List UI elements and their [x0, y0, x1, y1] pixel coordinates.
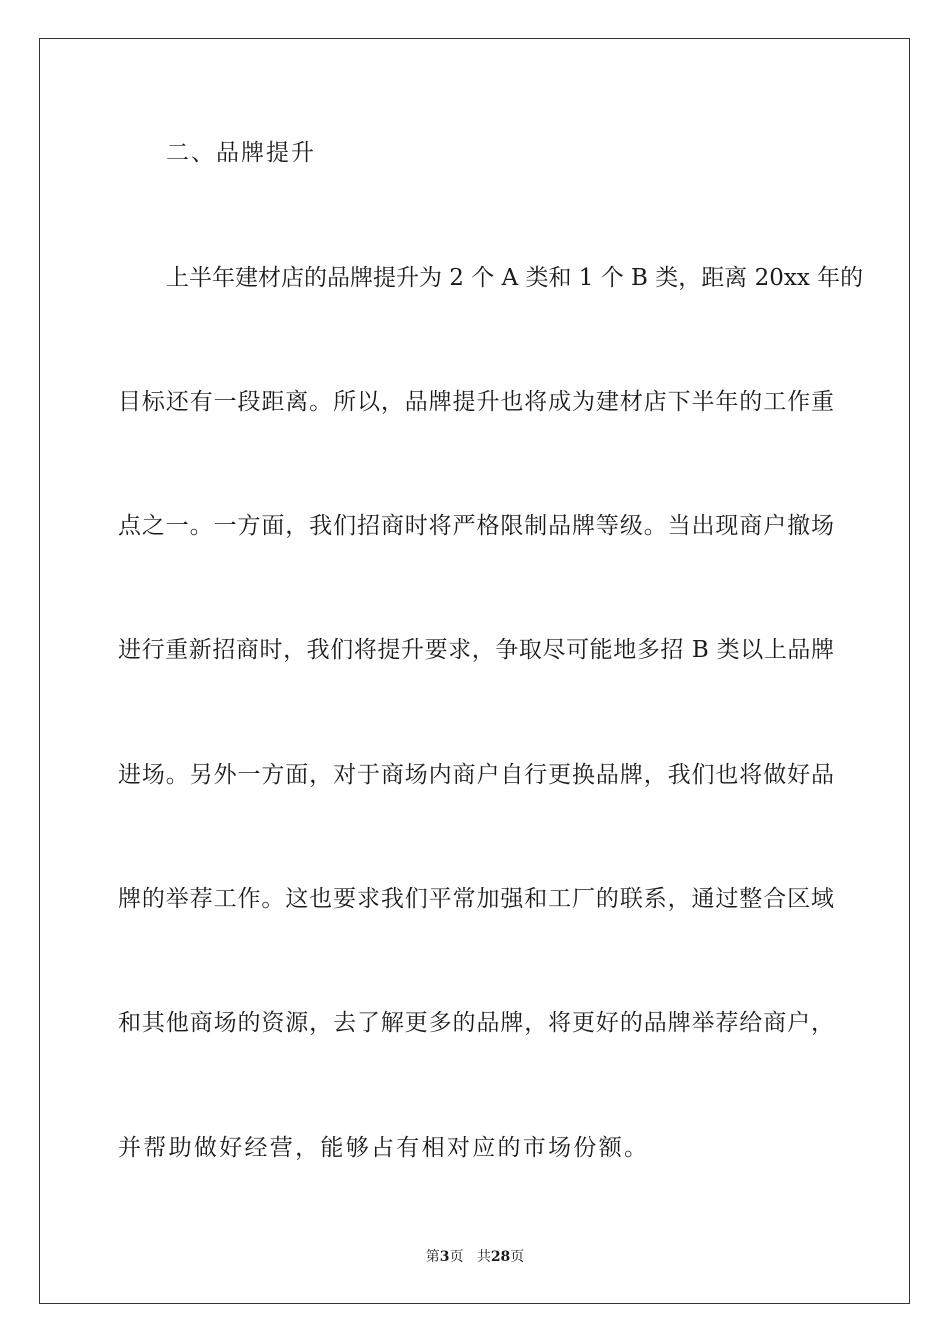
footer-total-suffix: 页 — [510, 1249, 525, 1265]
footer-page-suffix: 页 — [449, 1249, 464, 1265]
paragraph-line: 进场。另外一方面，对于商场内商户自行更换品牌，我们也将做好品 — [118, 762, 834, 788]
paragraph-line: 上半年建材店的品牌提升为 2 个 A 类和 1 个 B 类，距离 20xx 年的 — [166, 265, 864, 291]
footer-total-pages: 28 — [490, 1249, 511, 1265]
paragraph-line: 并帮助做好经营，能够占有相对应的市场份额。 — [118, 1135, 650, 1161]
paragraph-line: 和其他商场的资源，去了解更多的品牌，将更好的品牌举荐给商户， — [118, 1010, 834, 1036]
footer-total-prefix: 共 — [476, 1249, 491, 1265]
paragraph-line: 牌的举荐工作。这也要求我们平常加强和工厂的联系，通过整合区域 — [118, 886, 834, 912]
page-border — [39, 38, 910, 1304]
paragraph-line: 进行重新招商时，我们将提升要求，争取尽可能地多招 B 类以上品牌 — [118, 637, 834, 663]
page-footer — [0, 1246, 950, 1266]
paragraph-line: 目标还有一段距离。所以，品牌提升也将成为建材店下半年的工作重 — [118, 389, 834, 415]
footer-page-prefix: 第 — [425, 1249, 440, 1265]
section-heading: 二、品牌提升 — [166, 140, 316, 166]
paragraph-line: 点之一。一方面，我们招商时将严格限制品牌等级。当出现商户撤场 — [118, 513, 834, 539]
footer-page-number: 3 — [439, 1249, 450, 1265]
